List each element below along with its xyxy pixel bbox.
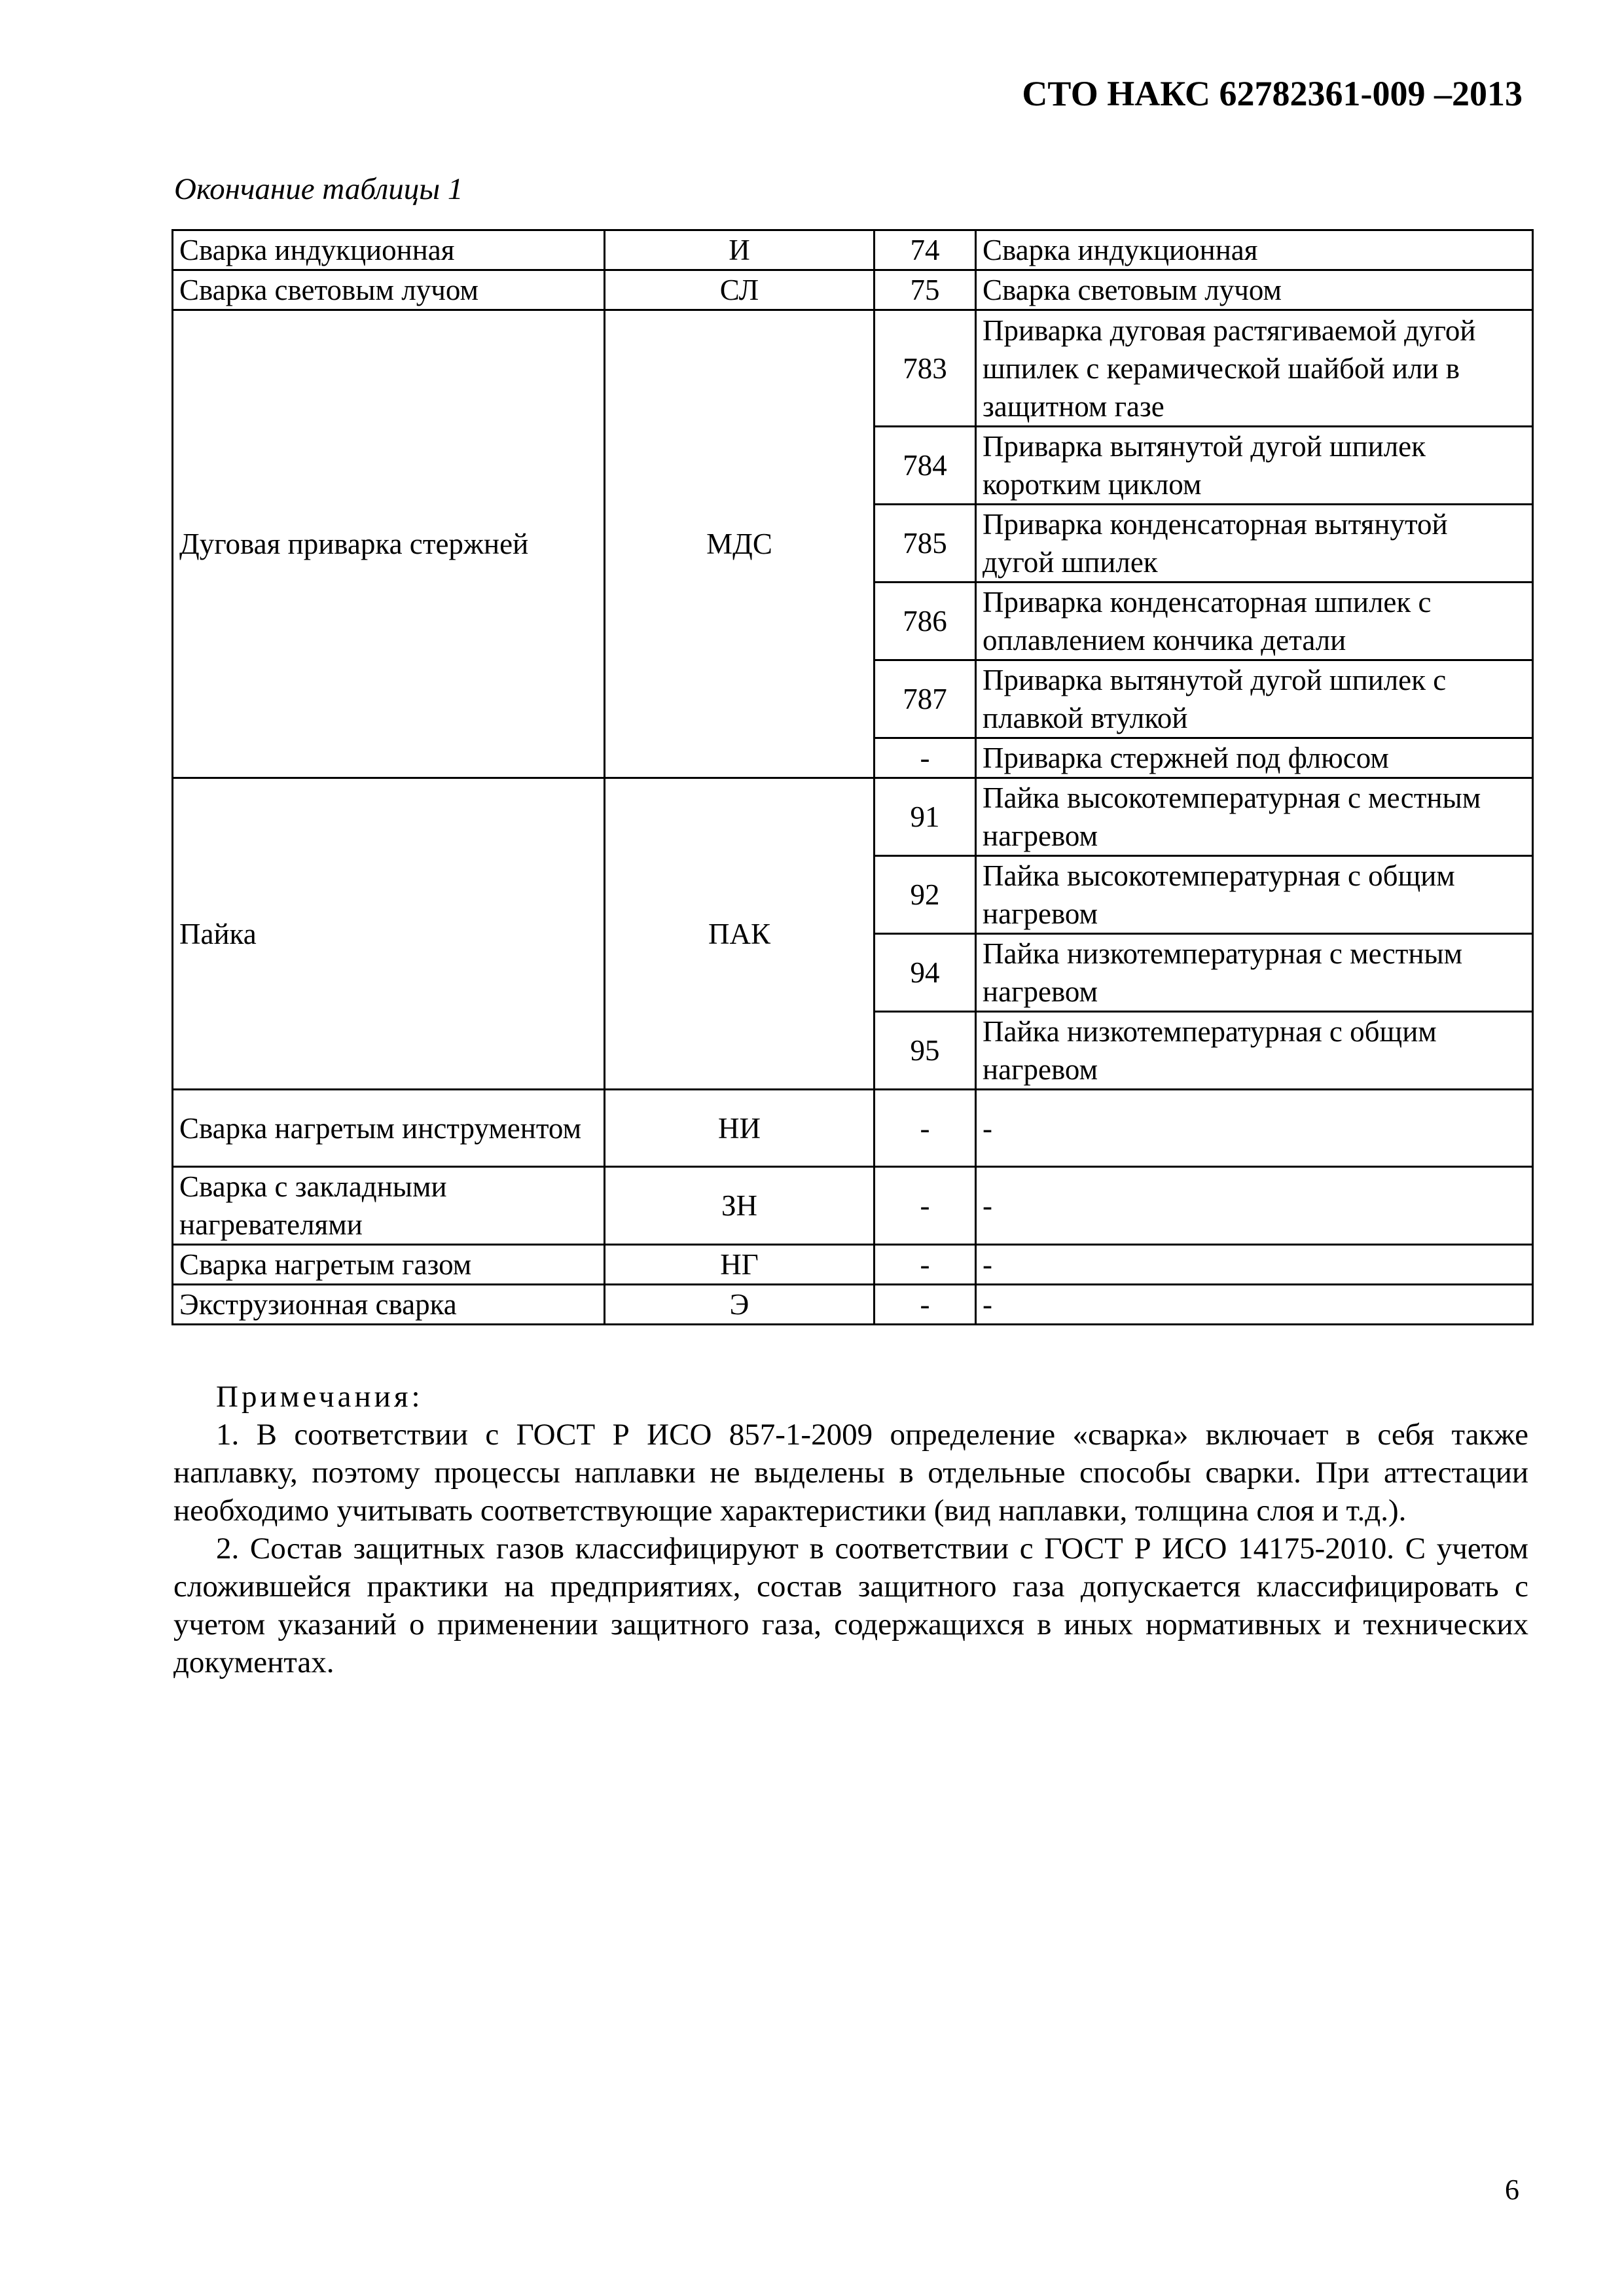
code-cell: НИ — [605, 1090, 875, 1167]
iso-number-cell: - — [875, 1285, 976, 1325]
code-cell: ПАК — [605, 778, 875, 1090]
process-cell: Сварка индукционная — [173, 230, 605, 270]
code-cell: МДС — [605, 310, 875, 778]
process-cell: Сварка с закладными нагревателями — [173, 1167, 605, 1245]
page-number: 6 — [1505, 2174, 1519, 2206]
note-item: 2. Состав защитных газов классифицируют в соответствии с ГОСТ Р ИСО 14175-2010. С учетом сложившейся практики на предприятиях, состав защитного газа допускается классифицировать с учетом указаний о применении защитного газа, содержащихся в иных нормативных и технических документах. — [173, 1532, 1528, 1679]
table-row — [173, 270, 1533, 310]
iso-name-cell: Сварка световым лучом — [976, 270, 1533, 310]
iso-number-cell: 786 — [875, 583, 976, 660]
iso-name-cell: - — [976, 1167, 1533, 1245]
code-cell: Э — [605, 1285, 875, 1325]
welding-methods-table — [171, 229, 1534, 1325]
iso-number-cell: 91 — [875, 778, 976, 856]
iso-name-cell: Пайка низкотемпературная с местным нагревом — [976, 934, 1533, 1012]
iso-name-cell: - — [976, 1285, 1533, 1325]
table-row — [173, 778, 1533, 856]
iso-number-cell: 787 — [875, 660, 976, 738]
process-cell: Пайка — [173, 778, 605, 1090]
table-row — [173, 230, 1533, 270]
iso-name-cell: - — [976, 1245, 1533, 1285]
code-cell: И — [605, 230, 875, 270]
iso-number-cell: - — [875, 1167, 976, 1245]
iso-name-cell: Приварка конденсаторная вытянутой дугой шпилек — [976, 505, 1533, 583]
code-cell: НГ — [605, 1245, 875, 1285]
notes-title: Примечания: — [216, 1380, 424, 1414]
process-cell: Экструзионная сварка — [173, 1285, 605, 1325]
table-row — [173, 1167, 1533, 1245]
code-cell: СЛ — [605, 270, 875, 310]
notes-section — [173, 1378, 1528, 1681]
iso-name-cell: Пайка высокотемпературная с местным нагревом — [976, 778, 1533, 856]
iso-name-cell: Приварка вытянутой дугой шпилек коротким циклом — [976, 427, 1533, 505]
iso-number-cell: 784 — [875, 427, 976, 505]
iso-name-cell: - — [976, 1090, 1533, 1167]
iso-number-cell: 95 — [875, 1012, 976, 1090]
table-row — [173, 1090, 1533, 1167]
process-cell: Дуговая приварка стержней — [173, 310, 605, 778]
iso-name-cell: Пайка низкотемпературная с общим нагревом — [976, 1012, 1533, 1090]
iso-name-cell: Приварка конденсаторная шпилек с оплавлением кончика детали — [976, 583, 1533, 660]
iso-number-cell: 94 — [875, 934, 976, 1012]
iso-name-cell: Приварка вытянутой дугой шпилек с плавкой втулкой — [976, 660, 1533, 738]
process-cell: Сварка нагретым газом — [173, 1245, 605, 1285]
iso-number-cell: - — [875, 1245, 976, 1285]
table-row — [173, 1285, 1533, 1325]
iso-number-cell: 783 — [875, 310, 976, 427]
table-row — [173, 310, 1533, 427]
iso-number-cell: - — [875, 1090, 976, 1167]
iso-name-cell: Сварка индукционная — [976, 230, 1533, 270]
iso-name-cell: Пайка высокотемпературная с общим нагревом — [976, 856, 1533, 934]
iso-number-cell: 92 — [875, 856, 976, 934]
iso-number-cell: 74 — [875, 230, 976, 270]
process-cell: Сварка световым лучом — [173, 270, 605, 310]
document-code: СТО НАКС 62782361-009 –2013 — [1022, 74, 1523, 113]
code-cell: ЗН — [605, 1167, 875, 1245]
table-row — [173, 1245, 1533, 1285]
process-cell: Сварка нагретым инструментом — [173, 1090, 605, 1167]
iso-number-cell: 785 — [875, 505, 976, 583]
iso-number-cell: 75 — [875, 270, 976, 310]
iso-name-cell: Приварка стержней под флюсом — [976, 738, 1533, 778]
table-caption: Окончание таблицы 1 — [174, 172, 463, 206]
iso-number-cell: - — [875, 738, 976, 778]
iso-name-cell: Приварка дуговая растягиваемой дугой шпилек с керамической шайбой или в защитном газе — [976, 310, 1533, 427]
note-item: 1. В соответствии с ГОСТ Р ИСО 857-1-2009 определение «сварка» включает в себя также наплавку, поэтому процессы наплавки не выделены в отдельные способы сварки. При аттестации необходимо учитывать соответствующие характеристики (вид наплавки, толщина слоя и т.д.). — [173, 1418, 1528, 1528]
